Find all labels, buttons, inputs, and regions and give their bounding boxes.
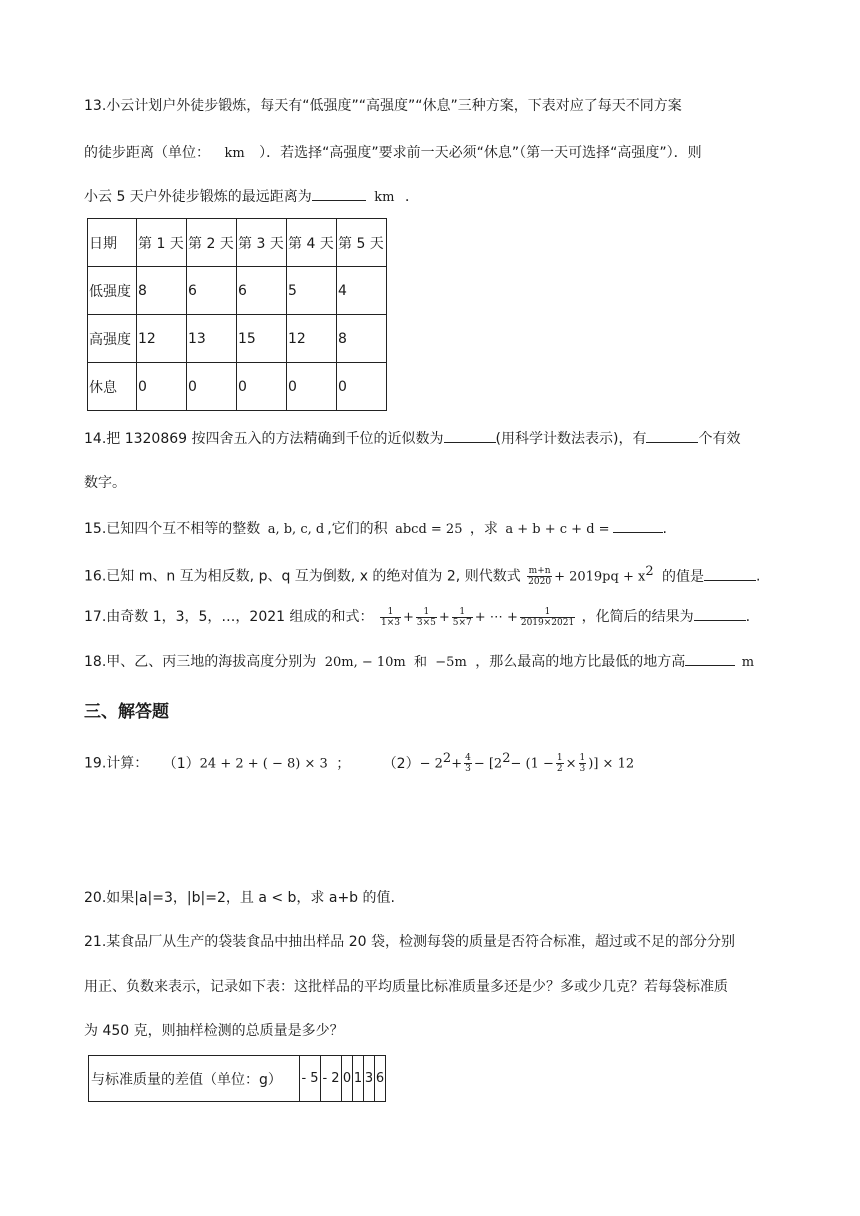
q18-line (84, 651, 754, 673)
q15-line (84, 518, 667, 540)
q14-line1 (84, 428, 740, 449)
q17-fraction (380, 607, 401, 628)
table-cell: 0 (137, 363, 187, 411)
q13-text: 的徒步距离（单位： (84, 145, 210, 161)
q16-exponent: 2 (645, 564, 654, 579)
q19-line (84, 749, 634, 775)
q19-fraction (579, 753, 587, 774)
q13-unit: km (374, 190, 395, 205)
q13-text: 小云 5 天户外徒步锻炼的最远距离为 (84, 189, 312, 205)
q15-math: a, b, c, d (267, 522, 325, 537)
q19-math: − (1 − (510, 756, 554, 772)
q14-text: 14.把 1320869 按四舍五入的方法精确到千位的近似数为 (84, 431, 444, 447)
q13-line1: 13.小云计划户外徒步锻炼，每天有“低强度”“高强度”“休息”三种方案，下表对应了每天不同方案 (84, 98, 682, 114)
q17-math: + ⋯ + (474, 610, 518, 625)
fraction-denominator: 1×3 (380, 617, 400, 628)
q18-text: 18.甲、乙、丙三地的海拔高度分别为 (84, 654, 317, 670)
q19-text: 19.计算： (84, 755, 149, 772)
fraction-denominator: 2019×2021 (520, 617, 575, 628)
fraction-numerator: 1 (380, 607, 401, 618)
table-cell: 高强度 (88, 315, 137, 363)
table-cell: 第 2 天 (187, 219, 237, 267)
table-cell: 1 (353, 1056, 364, 1102)
table-cell: 第 5 天 (337, 219, 387, 267)
q19-math: − [2 (473, 756, 503, 772)
q16-text: 的值是 (662, 568, 705, 585)
fraction-numerator: 1 (416, 607, 437, 618)
fraction-denominator: 2020 (528, 577, 552, 588)
q15-math: abcd = 25 (395, 522, 463, 537)
table-cell: 第 4 天 (287, 219, 337, 267)
q19-text: ； (336, 755, 351, 772)
q18-unit: m (741, 655, 755, 670)
table-row (88, 315, 387, 363)
fraction-numerator: 4 (465, 753, 471, 764)
q13-text: ）．若选择“高强度”要求前一天必须“休息”（第一天可选择“高强度”）．则 (259, 145, 702, 161)
q19-math: − 2 (419, 756, 443, 772)
q19-fraction (464, 753, 472, 774)
table-cell: 8 (337, 315, 387, 363)
table-cell: - 5 (300, 1056, 321, 1102)
q21-table (88, 1055, 386, 1102)
fraction-denominator: 3 (465, 764, 471, 775)
q15-text: 15.已知四个互不相等的整数 (84, 521, 261, 537)
table-cell: 0 (287, 363, 337, 411)
answer-blank[interactable] (613, 518, 663, 533)
q17-line: 17.由奇数 1，3，5，…，2021 组成的和式： $\frac{1}{1\times 3}$ + $\frac{1}{3\times 5}$ + $\frac{1}{5\times 7}$ + ⋯ + $\frac{1}{2019\times 2021}$ ，化简后的结果为 . (84, 606, 751, 628)
q21-line1: 21.某食品厂从生产的袋装食品中抽出样品 20 袋，检测每袋的质量是否符合标准，超过或不足的部分分别 (84, 934, 735, 950)
table-cell: 低强度 (88, 267, 137, 315)
q15-math: a + b + c + d = (505, 522, 610, 537)
q13-text: ． (404, 189, 419, 205)
q14-line2: 数字。 (84, 475, 126, 491)
fraction-denominator: 3×5 (416, 617, 436, 628)
q17-fraction (452, 607, 473, 628)
table-cell: 13 (187, 315, 237, 363)
table-cell: 0 (337, 363, 387, 411)
answer-blank[interactable] (312, 186, 366, 201)
section-heading: 三、解答题 (84, 702, 169, 722)
q18-text: ，那么最高的地方比最低的地方高 (475, 654, 686, 670)
table-cell: 第 3 天 (237, 219, 287, 267)
q19-math: × (565, 756, 577, 772)
answer-blank[interactable] (685, 651, 735, 666)
table-cell: 6 (187, 267, 237, 315)
fraction-numerator: m+n (528, 566, 551, 577)
q19-math: + (451, 756, 463, 772)
answer-blank[interactable] (694, 606, 746, 621)
table-cell: 0 (237, 363, 287, 411)
table-cell: 6 (375, 1056, 386, 1102)
fraction-denominator: 2 (556, 764, 563, 775)
q19-expression-1: 24 + 2 + ( − 8) × 3 (199, 756, 328, 772)
q16-fraction (527, 566, 552, 587)
q21-line2: 用正、负数来表示，记录如下表：这批样品的平均质量比标准质量多还是少？多或少几克？若每袋标准质 (84, 979, 728, 995)
fraction-numerator: 1 (579, 753, 586, 764)
exponent: 2 (502, 751, 511, 766)
q15-text: ，求 (469, 521, 498, 537)
q19-math: )] × 12 (588, 756, 635, 772)
table-cell: 12 (287, 315, 337, 363)
table-cell: 3 (364, 1056, 375, 1102)
answer-blank[interactable] (646, 428, 698, 443)
table-cell: - 2 (321, 1056, 342, 1102)
table-row (88, 267, 387, 315)
exponent: 2 (442, 751, 452, 766)
q18-math: 20m, − 10m 和 −5m (324, 655, 467, 670)
q14-text: 个有效 (698, 431, 741, 447)
table-row (89, 1056, 386, 1102)
q17-fraction (416, 607, 437, 628)
table-cell: 12 (137, 315, 187, 363)
q14-text: (用科学计数法表示)，有 (495, 431, 647, 447)
q16-math: + 2019pq + x (554, 569, 646, 585)
table-cell: 第 1 天 (137, 219, 187, 267)
fraction-numerator: 1 (520, 607, 575, 618)
q16-text: . (756, 568, 761, 585)
q13-line3 (84, 186, 419, 208)
table-row (88, 219, 387, 267)
table-cell: 0 (342, 1056, 353, 1102)
fraction-denominator: 5×7 (452, 617, 472, 628)
answer-blank[interactable] (704, 566, 756, 581)
q16-line (84, 562, 761, 588)
q15-text: ,它们的积 (327, 521, 388, 537)
q13-line2 (84, 143, 702, 164)
q20-line: 20.如果|a|=3，|b|=2，且 a < b，求 a+b 的值. (84, 890, 395, 906)
fraction-denominator: 3 (579, 764, 586, 775)
table-cell: 4 (337, 267, 387, 315)
table-cell: 与标准质量的差值（单位：g） (89, 1056, 300, 1102)
fraction-numerator: 1 (452, 607, 473, 618)
table-cell: 8 (137, 267, 187, 315)
table-cell: 5 (287, 267, 337, 315)
q16-text: 16.已知 m、n 互为相反数, p、q 互为倒数, x 的绝对值为 2, 则代数式 (84, 568, 521, 585)
q19-fraction (556, 753, 564, 774)
table-cell: 0 (187, 363, 237, 411)
q17-text: ，化简后的结果为 (581, 609, 694, 625)
q17-text: 17.由奇数 1，3，5，…，2021 组成的和式： (84, 609, 374, 625)
q17-text: . (745, 609, 751, 625)
q13-unit: km (224, 146, 245, 161)
table-cell: 6 (237, 267, 287, 315)
q15-text: . (662, 521, 667, 537)
q19-part-label: （1） (162, 755, 200, 772)
q13-table (87, 218, 387, 411)
table-row (88, 363, 387, 411)
table-cell: 休息 (88, 363, 137, 411)
table-cell: 15 (237, 315, 287, 363)
q19-part-label: （2） (382, 755, 420, 772)
q21-line3: 为 450 克，则抽样检测的总质量是多少？ (84, 1023, 344, 1039)
answer-blank[interactable] (444, 428, 496, 443)
fraction-numerator: 1 (556, 753, 563, 764)
q17-fraction (520, 607, 575, 628)
table-cell: 日期 (88, 219, 137, 267)
